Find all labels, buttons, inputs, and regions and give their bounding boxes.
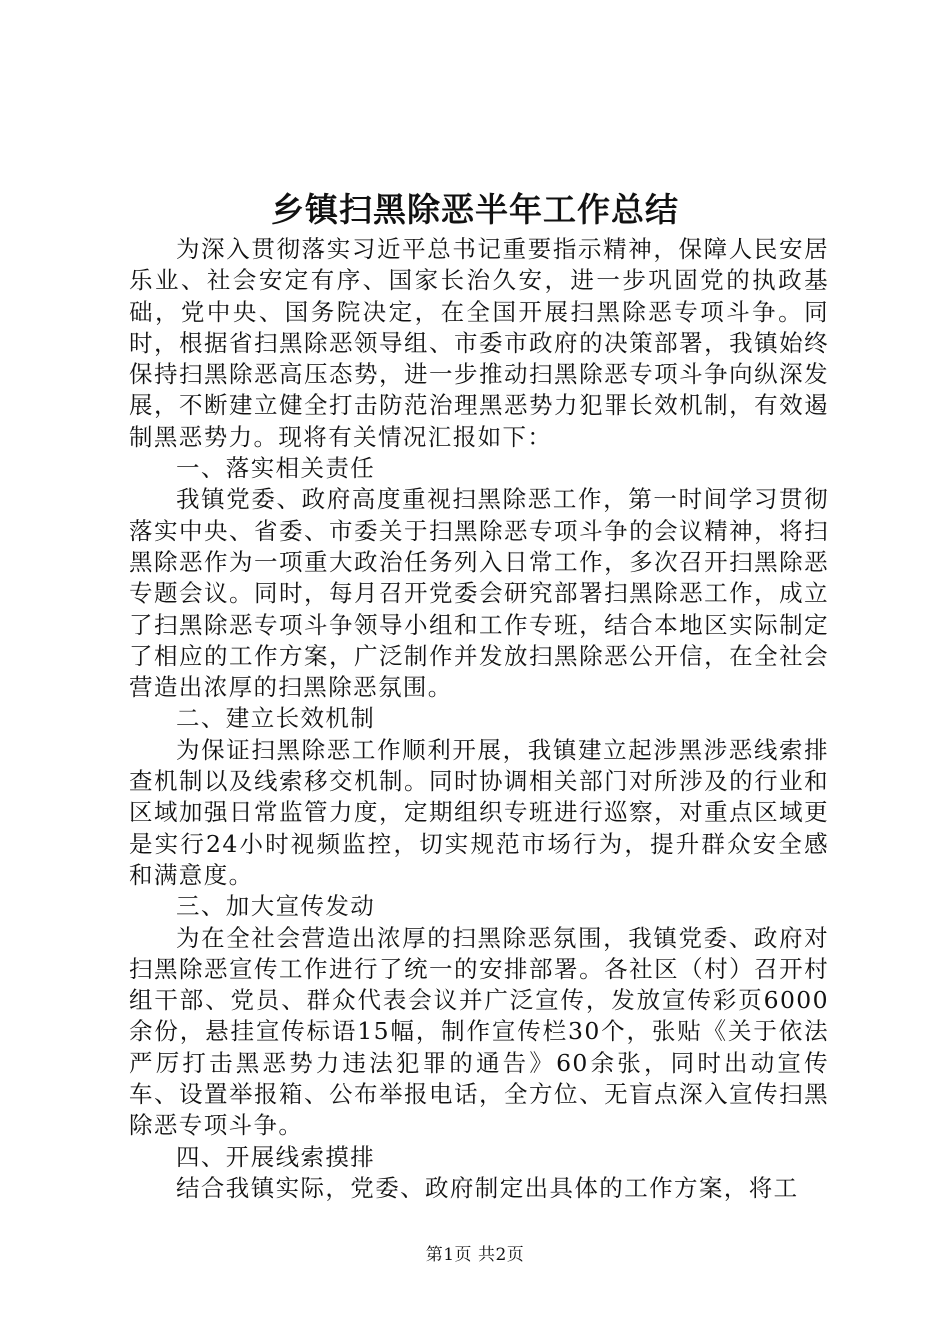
- document-body: [129, 234, 829, 1204]
- paragraph-section-4: 结合我镇实际，党委、政府制定出具体的工作方案，将工: [176, 1173, 799, 1202]
- page-number-footer: 第1页 共2页: [425, 1245, 525, 1265]
- section-heading-2: 二、建立长效机制: [176, 704, 376, 733]
- document-title: 乡镇扫黑除恶半年工作总结: [271, 190, 679, 229]
- section-heading-3: 三、加大宣传发动: [176, 892, 376, 921]
- section-heading-1: 一、落实相关责任: [176, 454, 376, 483]
- paragraph-section-2: 为保证扫黑除恶工作顺利开展，我镇建立起涉黑涉恶线索排查机制以及线索移交机制。同时协调相关部门对所涉及的行业和区域加强日常监管力度，定期组织专班进行巡察，对重点区域更是实行24小时视频监控，切实规范市场行为，提升群众安全感和满意度。: [129, 735, 829, 889]
- paragraph-intro: 为深入贯彻落实习近平总书记重要指示精神，保障人民安居乐业、社会安定有序、国家长治久安，进一步巩固党的执政基础，党中央、国务院决定，在全国开展扫黑除恶专项斗争。同时，根据省扫黑除恶领导组、市委市政府的决策部署，我镇始终保持扫黑除恶高压态势，进一步推动扫黑除恶专项斗争向纵深发展，不断建立健全打击防范治理黑恶势力犯罪长效机制，有效遏制黑恶势力。现将有关情况汇报如下：: [129, 235, 829, 451]
- paragraph-section-3: 为在全社会营造出浓厚的扫黑除恶氛围，我镇党委、政府对扫黑除恶宣传工作进行了统一的安排部署。各社区（村）召开村组干部、党员、群众代表会议并广泛宣传，发放宣传彩页6000余份，悬挂宣传标语15幅，制作宣传栏30个，张贴《关于依法严厉打击黑恶势力违法犯罪的通告》60余张，同时出动宣传车、设置举报箱、公布举报电话，全方位、无盲点深入宣传扫黑除恶专项斗争。: [129, 923, 829, 1140]
- section-heading-4: 四、开展线索摸排: [176, 1142, 376, 1171]
- paragraph-section-1: 我镇党委、政府高度重视扫黑除恶工作，第一时间学习贯彻落实中央、省委、市委关于扫黑除恶专项斗争的会议精神，将扫黑除恶作为一项重大政治任务列入日常工作，多次召开扫黑除恶专题会议。同时，每月召开党委会研究部署扫黑除恶工作，成立了扫黑除恶专项斗争领导小组和工作专班，结合本地区实际制定了相应的工作方案，广泛制作并发放扫黑除恶公开信，在全社会营造出浓厚的扫黑除恶氛围。: [129, 485, 829, 702]
